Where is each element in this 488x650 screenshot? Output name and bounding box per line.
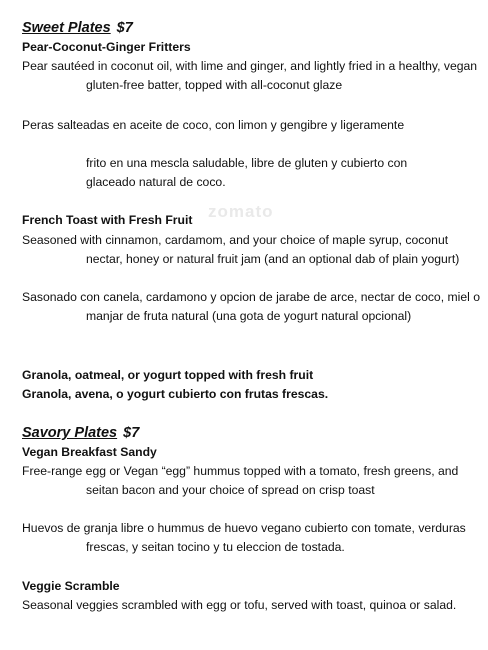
sweet-plates-heading	[22, 19, 133, 37]
watermark: zomato	[208, 202, 274, 221]
item-name-fritters: Pear-Coconut-Ginger Fritters	[22, 40, 191, 54]
item-desc-french-toast-en: Seasoned with cinnamon, cardamom, and your choice of maple syrup, coconut nectar, honey or natural fruit jam (and an optional dab of plain yogurt)	[22, 233, 460, 266]
item-name-granola-es: Granola, avena, o yogurt cubierto con frutas frescas.	[22, 387, 329, 401]
item-desc-breakfast-sandy-en: Free-range egg or Vegan “egg” hummus topped with a tomato, fresh greens, and seitan bacon and your choice of spread on crisp toast	[22, 464, 459, 497]
sweet-plates-title: Sweet Plates	[22, 20, 111, 36]
item-desc-fritters-en: Pear sautéed in coconut oil, with lime and ginger, and lightly fried in a healthy, vegan gluten-free batter, topped with all-coconut glaze	[22, 59, 478, 92]
item-desc-french-toast-es: Sasonado con canela, cardamono y opcion de jarabe de arce, nectar de coco, miel o manjar de fruta natural (una gota de yogurt natural opcional)	[22, 290, 480, 323]
savory-plates-heading	[22, 424, 139, 442]
item-desc-breakfast-sandy-es: Huevos de granja libre o hummus de huevo vegano cubierto con tomate, verduras frescas, y seitan tocino y tu eleccion de tostada.	[22, 521, 466, 554]
item-name-granola-en: Granola, oatmeal, or yogurt topped with fresh fruit	[22, 368, 314, 382]
item-desc-fritters-es-2: frito en una mescla saludable, libre de gluten y cubierto con glaceado natural de coco.	[86, 156, 408, 189]
savory-plates-title: Savory Plates	[22, 425, 118, 441]
sweet-plates-price: $7	[116, 20, 133, 36]
item-desc-fritters-es-1: Peras salteadas en aceite de coco, con limon y gengibre y ligeramente	[22, 118, 405, 132]
item-name-french-toast: French Toast with Fresh Fruit	[22, 213, 193, 227]
item-name-breakfast-sandy: Vegan Breakfast Sandy	[22, 445, 157, 459]
item-desc-veggie-scramble-en: Seasonal veggies scrambled with egg or tofu, served with toast, quinoa or salad.	[22, 598, 457, 612]
item-name-veggie-scramble: Veggie Scramble	[22, 579, 120, 593]
savory-plates-price: $7	[123, 425, 140, 441]
